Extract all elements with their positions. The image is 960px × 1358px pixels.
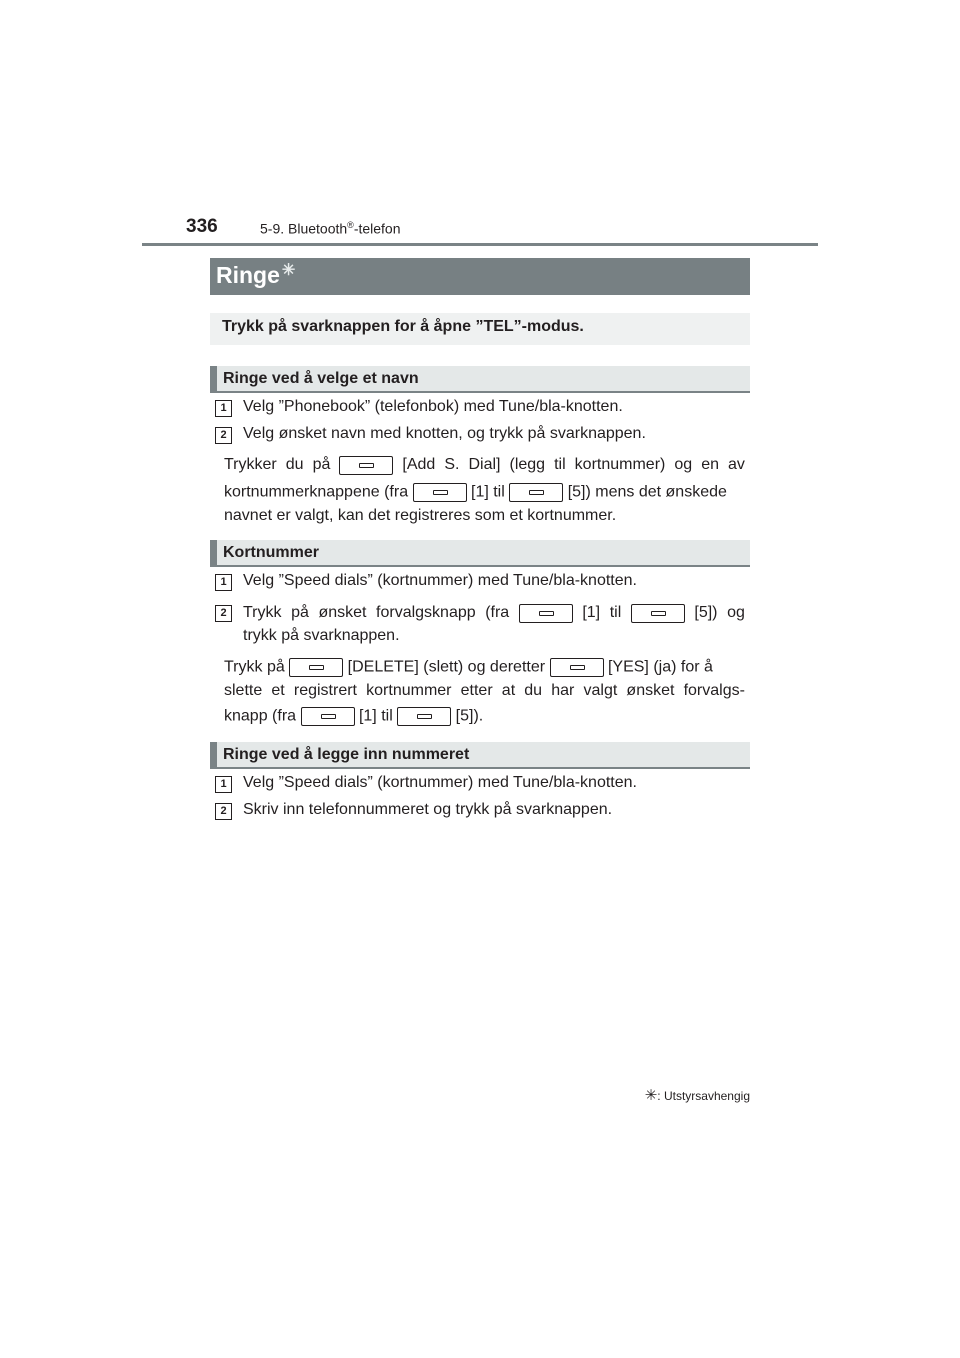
control-button-icon [339, 456, 393, 475]
step-number-badge: 2 [215, 605, 232, 622]
note-line: Trykk på [DELETE] (slett) og deretter [YES] (ja) for å [224, 658, 713, 676]
note-line: navnet er valgt, kan det registreres som et kortnummer. [224, 507, 617, 524]
step-text: trykk på svarknappen. [243, 627, 400, 644]
footnote: ✳: Utstyrsavhengig [644, 1087, 750, 1104]
intro-text: Trykk på svarknappen for å åpne ”TEL”-modus. [222, 318, 584, 335]
chapter-title: 5-9. Bluetooth®-telefon [260, 220, 401, 237]
control-button-icon [397, 707, 451, 726]
control-button-icon [413, 483, 467, 502]
note-line: kortnummerknappene (fra [1] til [5]) mens det ønskede [224, 483, 727, 501]
section-heading-text: Kortnummer [223, 544, 320, 561]
step-text: Velg ønsket navn med knotten, og trykk på svarknappen. [243, 425, 646, 442]
section-heading-enter-number [210, 742, 750, 769]
section-accent [210, 540, 217, 565]
step-number-badge: 2 [215, 427, 232, 444]
control-button-icon [509, 483, 563, 502]
step-text: Skriv inn telefonnummeret og trykk på svarknappen. [243, 801, 613, 818]
step-number-badge: 1 [215, 574, 232, 591]
step-number-badge: 1 [215, 776, 232, 793]
header-rule [142, 243, 818, 246]
section-heading-text: Ringe ved å legge inn nummeret [223, 746, 470, 763]
note-line: knapp (fra [1] til [5]). [224, 707, 484, 725]
section-accent [210, 742, 217, 767]
section-heading-speed-dial [210, 540, 750, 567]
control-button-icon [301, 707, 355, 726]
section-heading-name [210, 366, 750, 393]
control-button-icon [289, 658, 343, 677]
note-line: slette et registrert kortnummer etter at du har valgt ønsket forvalgs- [224, 682, 745, 699]
control-button-icon [550, 658, 604, 677]
registered-mark: ® [347, 220, 354, 230]
section-heading-text: Ringe ved å velge et navn [223, 370, 419, 387]
note-line: Trykker du på [Add S. Dial] (legg til kortnummer) og en av [224, 456, 745, 473]
step-text: Velg ”Speed dials” (kortnummer) med Tune/bla-knotten. [243, 572, 637, 589]
asterisk-icon: ✳ [644, 1087, 658, 1104]
page-number: 336 [186, 216, 218, 237]
page-title: Ringe ✳ [216, 262, 296, 288]
step-number-badge: 1 [215, 400, 232, 417]
step-text: Velg ”Speed dials” (kortnummer) med Tune/bla-knotten. [243, 774, 637, 791]
section-accent [210, 366, 217, 391]
step-text: Velg ”Phonebook” (telefonbok) med Tune/bla-knotten. [243, 398, 623, 415]
step-text: Trykk på ønsket forvalgsknapp (fra [1] til [5]) og [243, 604, 745, 621]
control-button-icon [631, 604, 685, 623]
control-button-icon [519, 604, 573, 623]
asterisk-icon: ✳ [281, 262, 296, 279]
step-number-badge: 2 [215, 803, 232, 820]
